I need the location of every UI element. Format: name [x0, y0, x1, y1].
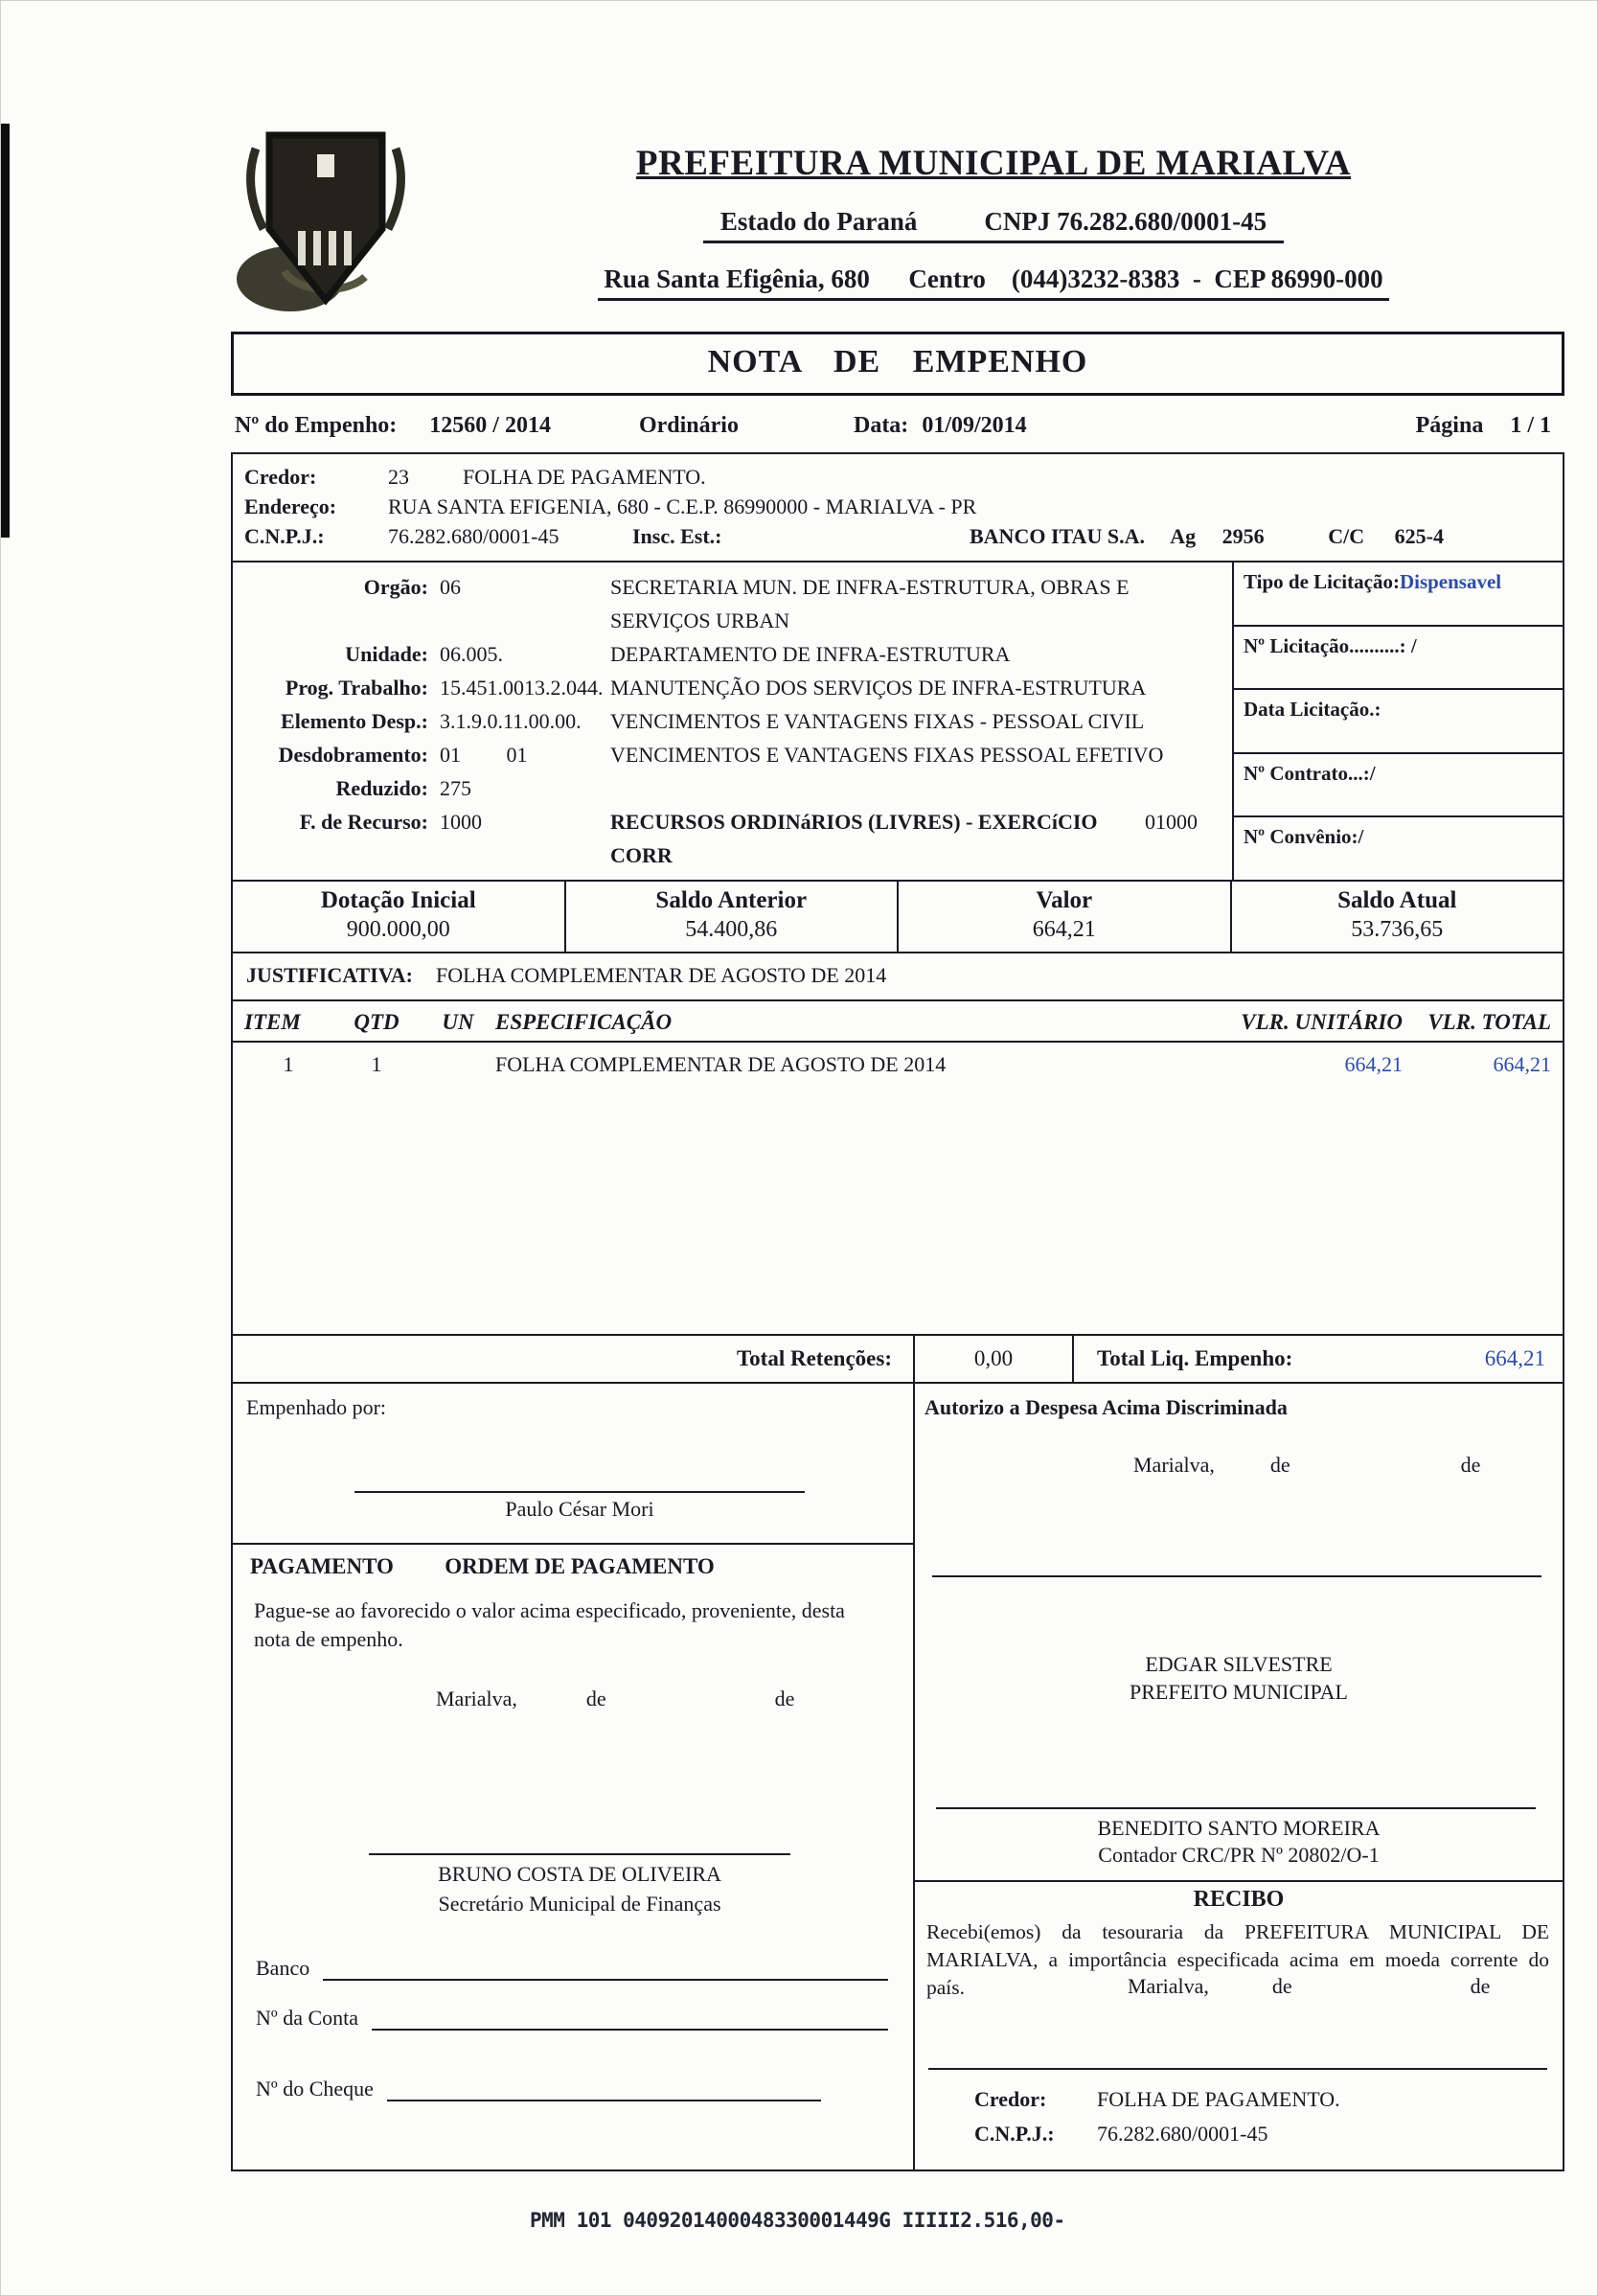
payment-instruction-text: Pague-se ao favorecido o valor acima especificado, proveniente, desta nota de empenho.	[254, 1598, 845, 1651]
prog-trabalho-row	[237, 671, 1232, 704]
items-table-header	[233, 1001, 1563, 1043]
unit-price-col-header: VLR. UNITÁRIO	[1241, 1010, 1403, 1034]
receipt-signature-line	[928, 2068, 1547, 2070]
payment-date-line	[246, 1687, 913, 1711]
state-label: Estado do Paraná	[719, 207, 918, 236]
items-table	[231, 999, 1564, 1336]
receipt-creditor-label: Credor:	[974, 2087, 1047, 2111]
bidding-number-field: Nº Licitação..........: /	[1234, 627, 1563, 691]
authorization-date-line	[915, 1453, 1563, 1478]
municipal-crest-logo	[235, 120, 417, 316]
cnpj-value: 76.282.680/0001-45	[388, 524, 559, 548]
justification-label: JUSTIFICATIVA:	[246, 963, 414, 987]
totals-row	[231, 1334, 1564, 1384]
desdobramento-code1: 01	[440, 743, 461, 767]
net-total-value: 664,21	[1484, 1346, 1545, 1370]
fonte-recurso-desc: RECURSOS ORDINáRIOS (LIVRES) - EXERCíCIO CORR	[610, 810, 1098, 867]
valor-value: 664,21	[1032, 917, 1096, 942]
payment-order-title: ORDEM DE PAGAMENTO	[445, 1554, 715, 1578]
fonte-recurso-row	[237, 805, 1232, 872]
desdobramento-label: Desdobramento:	[278, 743, 428, 767]
address-row	[244, 492, 1551, 521]
desdobramento-code2: 01	[506, 743, 528, 767]
desdobramento-row	[237, 738, 1232, 771]
prog-trabalho-code: 15.451.0013.2.044.	[440, 676, 604, 700]
finance-secretary-signature	[369, 1853, 790, 1917]
receipt-cnpj-value: 76.282.680/0001-45	[1097, 2122, 1268, 2146]
check-number-label: Nº do Cheque	[256, 2077, 374, 2101]
items-empty-space	[233, 1083, 1563, 1334]
valor-header: Valor	[1036, 887, 1093, 913]
of-label-2: de	[774, 1687, 795, 1711]
valor-cell	[899, 882, 1232, 952]
check-fill-line	[387, 2077, 821, 2101]
of-label-2: de	[1460, 1453, 1481, 1477]
account-label: C/C	[1328, 524, 1365, 548]
receipt-creditor-name: FOLHA DE PAGAMENTO.	[1097, 2087, 1340, 2111]
creditor-code: 23	[388, 465, 409, 489]
retentions-label: Total Retenções:	[233, 1336, 915, 1382]
bank-fill-row	[256, 1956, 888, 1981]
committed-by-label: Empenhado por:	[246, 1395, 387, 1419]
item-number: 1	[283, 1052, 294, 1076]
retentions-value: 0,00	[915, 1336, 1074, 1382]
address-label: Endereço:	[244, 494, 337, 518]
bank-info	[970, 521, 1286, 551]
authorization-title: Autorizo a Despesa Acima Discriminada	[925, 1395, 1288, 1419]
account-fill-line	[372, 2006, 888, 2031]
creditor-row	[244, 462, 1551, 492]
bidding-type-value: Dispensavel	[1399, 570, 1502, 593]
agency-number: 2956	[1221, 524, 1265, 548]
authorization-column	[915, 1384, 1563, 2170]
item-col-header: ITEM	[244, 1010, 301, 1034]
form-content	[231, 114, 1564, 2171]
item-qty: 1	[371, 1052, 382, 1076]
address-value: RUA SANTA EFIGENIA, 680 - C.E.P. 86990000 - MARIALVA - PR	[388, 494, 977, 518]
of-label-1: de	[1269, 1453, 1290, 1477]
net-total-label: Total Liq. Empenho:	[1097, 1346, 1293, 1370]
saldo-anterior-value: 54.400,86	[685, 917, 778, 942]
cnpj-label: C.N.P.J.:	[244, 524, 325, 548]
dotacao-inicial-value: 900.000,00	[346, 917, 450, 942]
saldo-anterior-cell	[566, 882, 900, 952]
bidding-info-column	[1232, 563, 1563, 880]
city-label: Marialva,	[436, 1687, 517, 1711]
org-title: PREFEITURA MUNICIPAL DE MARIALVA	[635, 144, 1352, 183]
page-label: Página	[1415, 413, 1484, 438]
reduzido-label: Reduzido:	[335, 776, 428, 800]
budget-classification-rows	[233, 563, 1232, 880]
receipt-cnpj-row	[915, 2122, 1563, 2147]
date-label: Data:	[853, 413, 909, 438]
payment-title: PAGAMENTO	[250, 1554, 394, 1578]
total-col-header: VLR. TOTAL	[1427, 1010, 1551, 1034]
account-number-label: Nº da Conta	[256, 2006, 359, 2030]
unidade-row	[237, 637, 1232, 671]
unidade-code: 06.005.	[440, 642, 503, 666]
justification-text: FOLHA COMPLEMENTAR DE AGOSTO DE 2014	[436, 963, 887, 987]
document-header	[231, 114, 1564, 316]
bidding-date-field: Data Licitação.:	[1234, 690, 1563, 754]
city-label: Marialva,	[1128, 1974, 1209, 1998]
item-unit	[421, 1052, 495, 1077]
orgao-label: Orgão:	[363, 575, 428, 599]
accountant-block	[915, 1815, 1563, 1869]
page-indicator	[1416, 413, 1551, 439]
receipt-title: RECIBO	[1193, 1887, 1285, 1912]
unidade-desc: DEPARTAMENTO DE INFRA-ESTRUTURA	[610, 642, 1011, 666]
orgao-desc: SECRETARIA MUN. DE INFRA-ESTRUTURA, OBRAS E SERVIÇOS URBAN	[610, 575, 1130, 632]
receipt-cnpj-label: C.N.P.J.:	[974, 2122, 1055, 2146]
document-title: NOTA DE EMPENHO	[231, 332, 1564, 396]
mayor-name: EDGAR SILVESTRE	[1145, 1652, 1333, 1676]
prog-trabalho-label: Prog. Trabalho:	[285, 676, 428, 700]
committed-by-signature	[354, 1491, 805, 1522]
elemento-desp-desc: VENCIMENTOS E VANTAGENS FIXAS - PESSOAL CIVIL	[610, 709, 1145, 733]
committed-by-name: Paulo César Mori	[505, 1497, 654, 1521]
account-number: 625-4	[1394, 524, 1444, 548]
saldo-atual-value: 53.736,65	[1351, 917, 1444, 942]
account-info	[1328, 521, 1469, 551]
account-fill-row	[256, 2006, 888, 2031]
accountant-title: Contador CRC/PR Nº 20802/O-1	[1098, 1843, 1380, 1867]
item-spec: FOLHA COMPLEMENTAR DE AGOSTO DE 2014	[495, 1052, 947, 1076]
creditor-label: Credor:	[244, 465, 317, 489]
desdobramento-desc: VENCIMENTOS E VANTAGENS FIXAS PESSOAL EFETIVO	[610, 743, 1164, 767]
dotacao-inicial-cell	[233, 882, 566, 952]
dotacao-inicial-header: Dotação Inicial	[320, 887, 476, 913]
page-value: 1 / 1	[1510, 413, 1551, 438]
of-label-2: de	[1470, 1974, 1491, 1998]
bank-name: BANCO ITAU S.A.	[970, 524, 1145, 548]
finance-secretary-title: Secretário Municipal de Finanças	[438, 1892, 721, 1916]
elemento-desp-row	[237, 704, 1232, 738]
accountant-signature-line	[936, 1807, 1536, 1809]
empenho-type: Ordinário	[638, 413, 739, 438]
orgao-code: 06	[440, 575, 461, 599]
unidade-label: Unidade:	[345, 642, 428, 666]
reduzido-code: 275	[440, 776, 471, 800]
mayor-signature-line	[932, 1575, 1541, 1577]
of-label-1: de	[585, 1687, 606, 1711]
city-label: Marialva,	[1133, 1453, 1215, 1477]
state-registration-label: Insc. Est.:	[632, 524, 722, 548]
fonte-recurso-label: F. de Recurso:	[299, 810, 428, 834]
reduzido-row	[237, 771, 1232, 805]
footer-processing-code: PMM 101 0409201400048330001449G IIIII2.516,00-	[530, 2209, 1065, 2232]
elemento-desp-label: Elemento Desp.:	[281, 709, 428, 733]
item-total: 664,21	[1493, 1052, 1551, 1076]
signatures-area	[231, 1382, 1564, 2171]
check-fill-row	[256, 2077, 821, 2101]
receipt-date-line	[915, 1974, 1563, 1999]
agreement-number-field: Nº Convênio:/	[1244, 825, 1364, 849]
item-row	[233, 1043, 1563, 1083]
bank-fill-line	[323, 1956, 888, 1981]
state-cnpj-line	[703, 207, 1284, 243]
justification-box	[231, 952, 1564, 1001]
saldo-anterior-header: Saldo Anterior	[655, 887, 808, 913]
empenho-number-label: Nº do Empenho:	[235, 413, 398, 438]
finance-secretary-name: BRUNO COSTA DE OLIVEIRA	[438, 1862, 721, 1886]
payment-column	[233, 1384, 915, 2170]
bank-label: Banco	[256, 1956, 310, 1980]
empenho-number-row	[231, 396, 1564, 452]
budget-classification-box	[231, 561, 1564, 882]
receipt-creditor-row	[915, 2087, 1563, 2112]
payment-header	[246, 1545, 913, 1583]
scan-edge-artifact	[1, 124, 10, 538]
desdobramento-codes	[440, 738, 610, 771]
creditor-box	[231, 452, 1564, 563]
date-value: 01/09/2014	[922, 413, 1027, 438]
cnpj-bank-row	[244, 521, 1551, 551]
spec-col-header: ESPECIFICAÇÃO	[495, 1010, 673, 1034]
mayor-title: PREFEITO MUNICIPAL	[1130, 1680, 1348, 1704]
bidding-type-field	[1234, 563, 1563, 627]
mayor-signature-block	[915, 1650, 1563, 1706]
orgao-row	[237, 570, 1232, 637]
saldo-atual-cell	[1232, 882, 1564, 952]
accountant-name: BENEDITO SANTO MOREIRA	[1097, 1816, 1381, 1840]
unit-col-header: UN	[442, 1010, 474, 1034]
header-text	[422, 114, 1564, 301]
fonte-recurso-code: 1000	[440, 810, 482, 834]
agency-label: Ag	[1170, 524, 1197, 548]
prog-trabalho-desc: MANUTENÇÃO DOS SERVIÇOS DE INFRA-ESTRUTURA	[610, 676, 1147, 700]
receipt-text: Recebi(emos) da tesouraria da PREFEITURA MUNICIPAL DE MARIALVA, a importância especificada acima em moeda corrente do país.	[926, 1920, 1549, 1999]
balance-table	[231, 880, 1564, 953]
elemento-desp-code: 3.1.9.0.11.00.00.	[440, 709, 582, 733]
item-unit-price: 664,21	[1344, 1052, 1403, 1076]
fonte-recurso-code2: 01000	[1145, 810, 1198, 834]
of-label-1: de	[1271, 1974, 1292, 1998]
empenho-number: 12560 / 2014	[429, 413, 551, 438]
creditor-name: FOLHA DE PAGAMENTO.	[463, 465, 706, 489]
address-line: Rua Santa Efigênia, 680 Centro (044)3232-8383 - CEP 86990-000	[598, 264, 1388, 301]
saldo-atual-header: Saldo Atual	[1337, 887, 1457, 913]
cnpj-label: CNPJ 76.282.680/0001-45	[984, 207, 1267, 236]
bidding-type-label: Tipo de Licitação:	[1244, 570, 1400, 593]
contract-number-field: Nº Contrato...:/	[1234, 754, 1563, 818]
qty-col-header: QTD	[354, 1010, 400, 1034]
